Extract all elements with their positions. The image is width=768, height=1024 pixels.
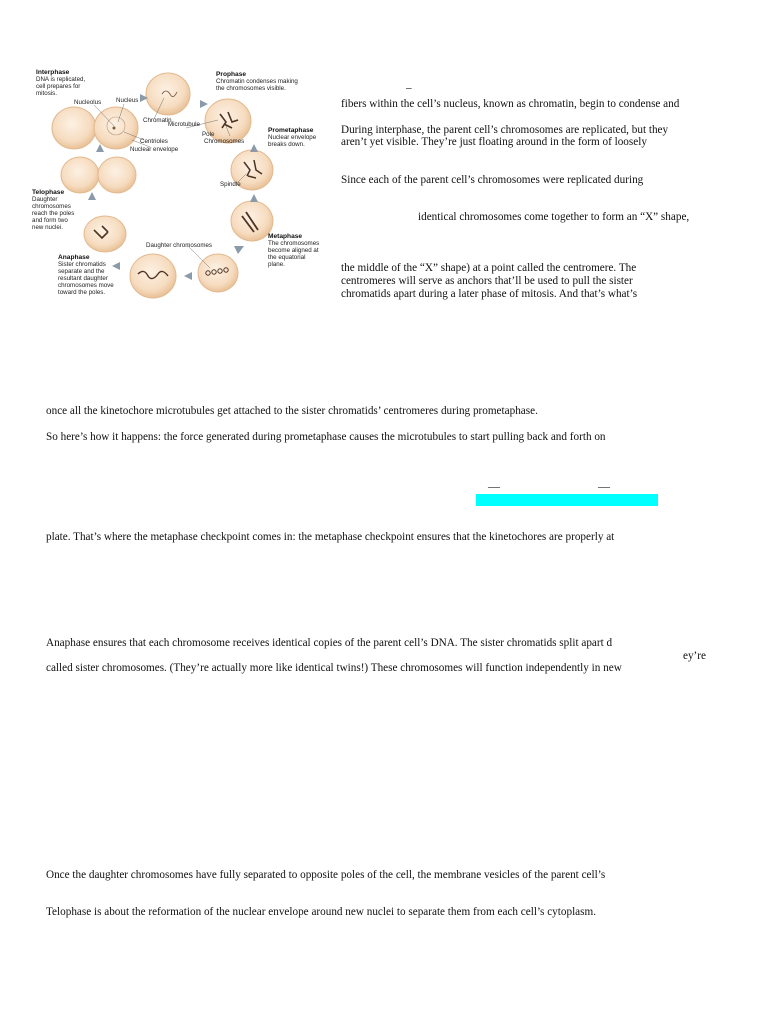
text-line-12: Anaphase ensures that each chromosome receives identical copies of the parent cell’s DNA. The sister chromatids split apart d <box>46 637 613 649</box>
metaphase-cell <box>231 201 273 241</box>
anaphase-title: Anaphase <box>58 254 90 261</box>
label-microtubule: Microtubule <box>168 121 200 128</box>
text-line-11: plate. That’s where the metaphase checkpoint comes in: the metaphase checkpoint ensures that the kinetochores are properly at <box>46 531 615 543</box>
interphase-title: Interphase <box>36 69 70 76</box>
prophase-desc-2: the chromosomes visible. <box>216 85 286 92</box>
label-spindle: Spindle <box>220 181 241 188</box>
metaphase-desc-3: the equatorial <box>268 254 306 261</box>
label-chromatin: Chromatin <box>143 117 172 124</box>
metaphase-desc-1: The chromosomes <box>268 240 320 247</box>
mitosis-diagram <box>28 64 340 309</box>
text-line-14: Once the daughter chromosomes have fully separated to opposite poles of the cell, the membrane vesicles of the parent cell’s <box>46 869 606 881</box>
interphase-desc-1: DNA is replicated, <box>36 76 86 83</box>
telophase-desc-4: and form two <box>32 217 68 224</box>
text-line-1: fibers within the cell’s nucleus, known as chromatin, begin to condense and <box>341 98 680 110</box>
text-line-2: During interphase, the parent cell’s chromosomes are replicated, but they <box>341 124 669 136</box>
text-line-15: Telophase is about the reformation of the nuclear envelope around new nuclei to separate them from each cell’s cytoplasm. <box>46 906 596 918</box>
text-line-3: aren’t yet visible. They’re just floating around in the form of loosely <box>341 136 647 148</box>
label-pole: Pole <box>202 131 215 138</box>
anaphase-desc-4: chromosomes move <box>58 282 114 289</box>
label-centrioles: Centrioles <box>140 138 168 145</box>
text-line-6: the middle of the “X” shape) at a point called the centromere. The <box>341 262 637 274</box>
interphase-desc-3: mitosis. <box>36 90 57 97</box>
prophase-title: Prophase <box>216 71 247 78</box>
text-line-12b: ey’re <box>683 650 706 662</box>
label-nucleolus: Nucleolus <box>74 99 102 106</box>
text-line-8: chromatids apart during a later phase of mitosis. And that’s what’s <box>341 288 638 300</box>
dash-a: — <box>488 479 500 493</box>
telophase-desc-1: Daughter <box>32 196 58 203</box>
text-line-7: centromeres will serve as anchors that’ll be used to pull the sister <box>341 275 633 287</box>
text-line-4: Since each of the parent cell’s chromosomes were replicated during <box>341 174 644 186</box>
interphase-desc-2: cell prepares for <box>36 83 81 90</box>
telophase-desc-3: reach the poles <box>32 210 75 217</box>
anaphase-desc-3: resultant daughter <box>58 275 108 282</box>
metaphase-desc-2: become aligned at <box>268 247 319 254</box>
prophase-desc-1: Chromatin condenses making <box>216 78 298 85</box>
telophase-title: Telophase <box>32 189 65 196</box>
text-line-13: called sister chromosomes. (They’re actually more like identical twins!) These chromosomes will function independently in new <box>46 662 622 674</box>
dash-b: — <box>598 479 610 493</box>
anaphase-desc-5: toward the poles. <box>58 289 106 296</box>
interphase-cell <box>52 107 138 149</box>
text-line-5: identical chromosomes come together to form an “X” shape, <box>418 211 690 223</box>
telophase-cell <box>61 157 136 252</box>
anaphase-desc-2: separate and the <box>58 268 105 275</box>
metaphase-title: Metaphase <box>268 233 303 240</box>
text-line-10: So here’s how it happens: the force generated during prometaphase causes the microtubules to start pulling back and forth on <box>46 431 606 443</box>
label-daughter-chromosomes: Daughter chromosomes <box>146 242 213 249</box>
prometaphase-desc-2: breaks down. <box>268 141 305 148</box>
anaphase-desc-1: Sister chromatids <box>58 261 106 268</box>
label-nucleus: Nucleus <box>116 97 139 104</box>
label-nuclear-envelope: Nuclear envelope <box>130 146 179 153</box>
telophase-desc-2: chromosomes <box>32 203 71 210</box>
highlight-bar <box>476 494 658 506</box>
metaphase-desc-4: plane. <box>268 261 285 268</box>
prometaphase-desc-1: Nuclear envelope <box>268 134 317 141</box>
label-chromosomes: Chromosomes <box>204 138 245 145</box>
text-line-9: once all the kinetochore microtubules get attached to the sister chromatids’ centromeres during prometaphase. <box>46 405 538 417</box>
stray-dash: – <box>406 82 412 94</box>
prometaphase-title: Prometaphase <box>268 127 314 134</box>
telophase-desc-5: new nuclei. <box>32 224 63 231</box>
